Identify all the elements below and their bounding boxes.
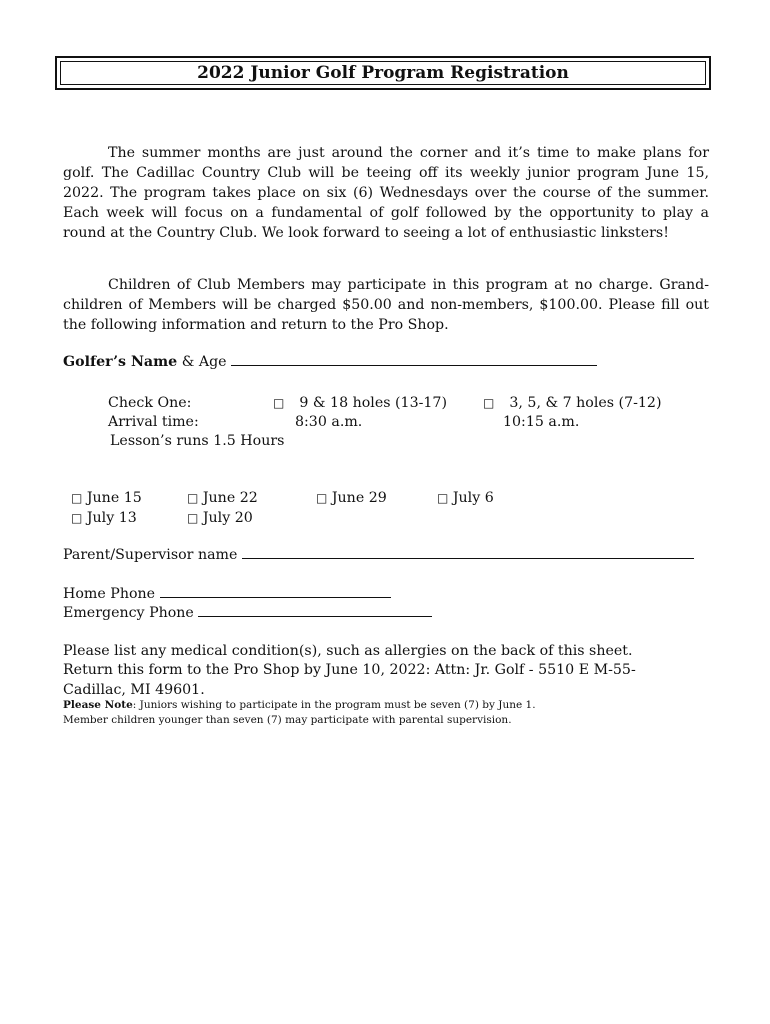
date-option[interactable] — [71, 488, 142, 508]
checkbox-icon[interactable]: □ — [437, 491, 449, 505]
date-label: July 20 — [202, 510, 253, 526]
golfer-age-label: & Age — [181, 354, 227, 370]
parent-supervisor-label: Parent/Supervisor name — [63, 547, 238, 563]
date-option[interactable] — [187, 508, 253, 528]
home-phone-row — [63, 584, 391, 604]
return-instructions-line2: Cadillac, MI 49601. — [63, 682, 205, 698]
option-9-18-holes-label: 9 & 18 holes (13-17) — [299, 395, 447, 411]
date-label: June 22 — [202, 490, 258, 506]
emergency-phone-field[interactable] — [198, 603, 432, 617]
home-phone-label: Home Phone — [63, 586, 156, 602]
checkbox-icon[interactable]: □ — [273, 396, 285, 410]
option-3-5-7-holes-label: 3, 5, & 7 holes (7-12) — [509, 395, 662, 411]
checkbox-icon[interactable]: □ — [187, 511, 199, 525]
home-phone-field[interactable] — [160, 584, 391, 598]
age-note-line2: Member children younger than seven (7) may participate with parental supervision. — [63, 714, 512, 726]
emergency-phone-row — [63, 603, 432, 623]
date-option[interactable] — [437, 488, 494, 508]
note-text: : Juniors wishing to participate in the program must be seven (7) by June 1. — [132, 699, 536, 711]
date-label: June 29 — [331, 490, 387, 506]
checkbox-icon[interactable]: □ — [316, 491, 328, 505]
parent-supervisor-row — [63, 545, 694, 565]
emergency-phone-label: Emergency Phone — [63, 605, 194, 621]
title-box — [55, 56, 711, 90]
golfer-name-age-field[interactable] — [231, 352, 597, 366]
option-3-5-7-time: 10:15 a.m. — [503, 414, 580, 430]
option-9-18-time: 8:30 a.m. — [295, 414, 363, 430]
date-label: June 15 — [86, 490, 142, 506]
checkbox-icon[interactable]: □ — [187, 491, 199, 505]
fees-paragraph — [63, 275, 709, 335]
option-3-5-7-holes[interactable] — [483, 393, 662, 413]
option-9-18-holes[interactable] — [273, 393, 447, 413]
return-instructions-line1: Return this form to the Pro Shop by June 10, 2022: Attn: Jr. Golf - 5510 E M-55- — [63, 662, 636, 678]
date-label: July 13 — [86, 510, 137, 526]
golfer-name-row — [63, 352, 597, 372]
lesson-duration: Lesson’s runs 1.5 Hours — [110, 433, 285, 449]
intro-paragraph — [63, 143, 709, 243]
age-note-line1 — [63, 698, 536, 713]
date-label: July 6 — [452, 490, 494, 506]
fees-text: Children of Club Members may participate in this program at no charge. Grand-children of Members will be charged $50.00 and non-members, $100.00. Please fill out the following information and return to the Pro Shop. — [63, 277, 709, 333]
checkbox-icon[interactable]: □ — [71, 491, 83, 505]
intro-text: The summer months are just around the corner and it’s time to make plans for golf. The Cadillac Country Club will be teeing off its weekly junior program June 15, 2022. The program takes place on six (6) Wednesdays over the course of the summer. Each week will focus on a fundamental of golf followed by the opportunity to play a round at the Country Club. We look forward to seeing a lot of enthusiastic linksters! — [63, 145, 709, 241]
arrival-time-label: Arrival time: — [108, 414, 199, 430]
check-one-label: Check One: — [108, 395, 192, 411]
checkbox-icon[interactable]: □ — [483, 396, 495, 410]
parent-supervisor-field[interactable] — [242, 545, 694, 559]
date-option[interactable] — [187, 488, 258, 508]
date-option[interactable] — [71, 508, 137, 528]
date-option[interactable] — [316, 488, 387, 508]
note-label: Please Note — [63, 699, 133, 711]
medical-instructions: Please list any medical condition(s), such as allergies on the back of this sheet. — [63, 643, 633, 659]
checkbox-icon[interactable]: □ — [71, 511, 83, 525]
golfer-name-label: Golfer’s Name — [63, 354, 178, 370]
page-title: 2022 Junior Golf Program Registration — [60, 61, 706, 85]
